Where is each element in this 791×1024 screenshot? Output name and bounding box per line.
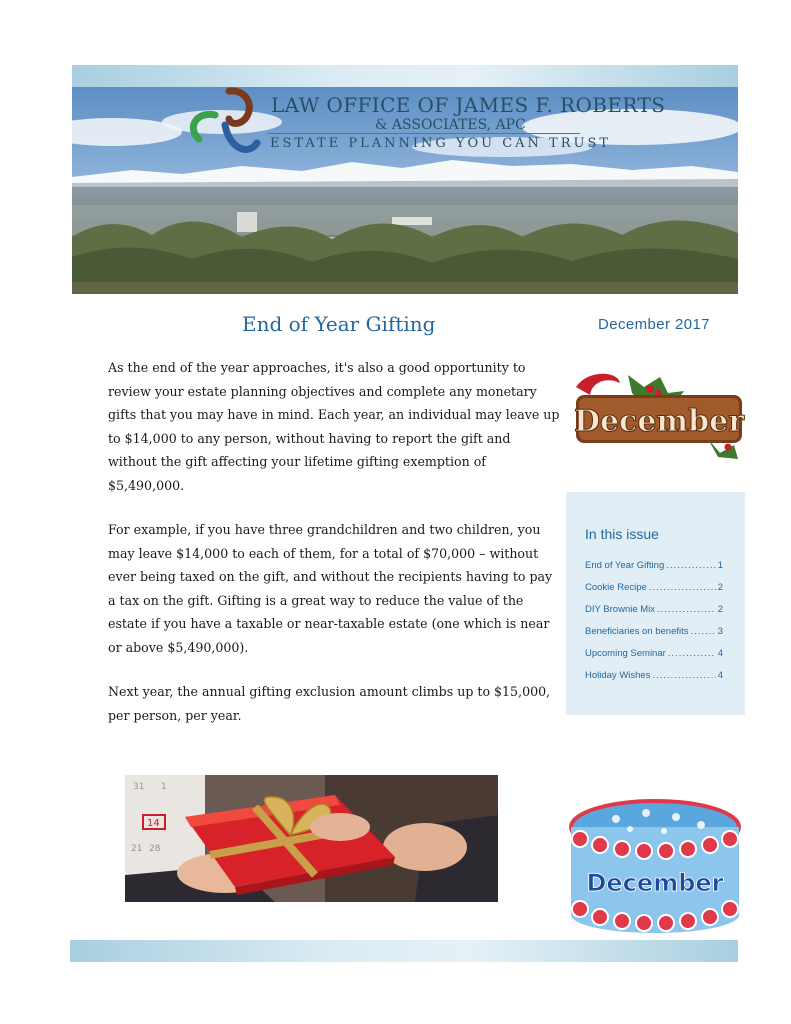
- firm-tagline: ESTATE PLANNING YOU CAN TRUST: [270, 136, 612, 151]
- calendar-number: 1: [161, 782, 167, 792]
- article-paragraph-3: Next year, the annual gifting exclusion amount climbs up to $15,000, per person, per year.: [108, 684, 551, 723]
- issue-date: December 2017: [598, 316, 710, 333]
- toc-item-label: Upcoming Seminar: [585, 648, 666, 659]
- toc-item-page: 3: [717, 626, 723, 637]
- firm-associates: & ASSOCIATES, APC: [375, 117, 526, 133]
- toc-item-page: 4: [717, 670, 723, 681]
- firm-name: LAW OFFICE OF JAMES F. ROBERTS: [271, 93, 666, 117]
- toc-item[interactable]: [585, 604, 723, 615]
- calendar-number: 28: [149, 844, 161, 854]
- law-firm-logo-icon: [185, 85, 265, 165]
- header-bar: [72, 65, 738, 87]
- calendar-number: 21: [131, 844, 143, 854]
- article-title: End of Year Gifting: [242, 312, 436, 336]
- article-paragraph-1: As the end of the year approaches, it's also a good opportunity to review your estate planning objectives and complete any monetary gifts that you may have in mind. Each year, an individual may leave up to $14,000 to any person, without having to report the gift and without the gift affecting your lifetime gifting exemption of $5,490,000.: [108, 360, 560, 493]
- calendar-number: 14: [147, 818, 160, 829]
- december-badge-text: December: [573, 404, 745, 439]
- toc-item-label: Cookie Recipe: [585, 582, 647, 593]
- toc-item[interactable]: [585, 626, 723, 637]
- toc-item-label: Beneficiaries on benefits: [585, 626, 689, 637]
- toc-item-label: Holiday Wishes: [585, 670, 651, 681]
- toc-item-page: 2: [717, 582, 723, 593]
- toc-item[interactable]: [585, 560, 723, 571]
- toc-item-page: 4: [717, 648, 723, 659]
- header-divider: [268, 133, 580, 134]
- toc-item[interactable]: [585, 648, 723, 659]
- toc-item[interactable]: [585, 670, 723, 681]
- toc-item-label: End of Year Gifting: [585, 560, 665, 571]
- gift-exchange-photo: [125, 775, 498, 902]
- cake-text: December: [586, 869, 724, 897]
- toc-item-page: 1: [717, 560, 723, 571]
- december-holly-badge-icon: [568, 365, 748, 463]
- article-paragraph-2: For example, if you have three grandchildren and two children, you may leave $14,000 to each of them, for a total of $70,000 – without ever being taxed on the gift, and without the recipients having to pay a tax on the gift. Gifting is a great way to reduce the value of the estate if you have a taxable or near-taxable estate (one which is near or above $5,490,000).: [108, 522, 553, 655]
- toc-item-label: DIY Brownie Mix: [585, 604, 656, 615]
- toc-item[interactable]: [585, 582, 723, 593]
- calendar-number: 31: [133, 782, 145, 792]
- toc-heading: In this issue: [585, 526, 659, 542]
- december-cake-icon: [566, 797, 744, 935]
- footer-bar: [70, 940, 738, 962]
- toc-item-page: 2: [717, 604, 723, 615]
